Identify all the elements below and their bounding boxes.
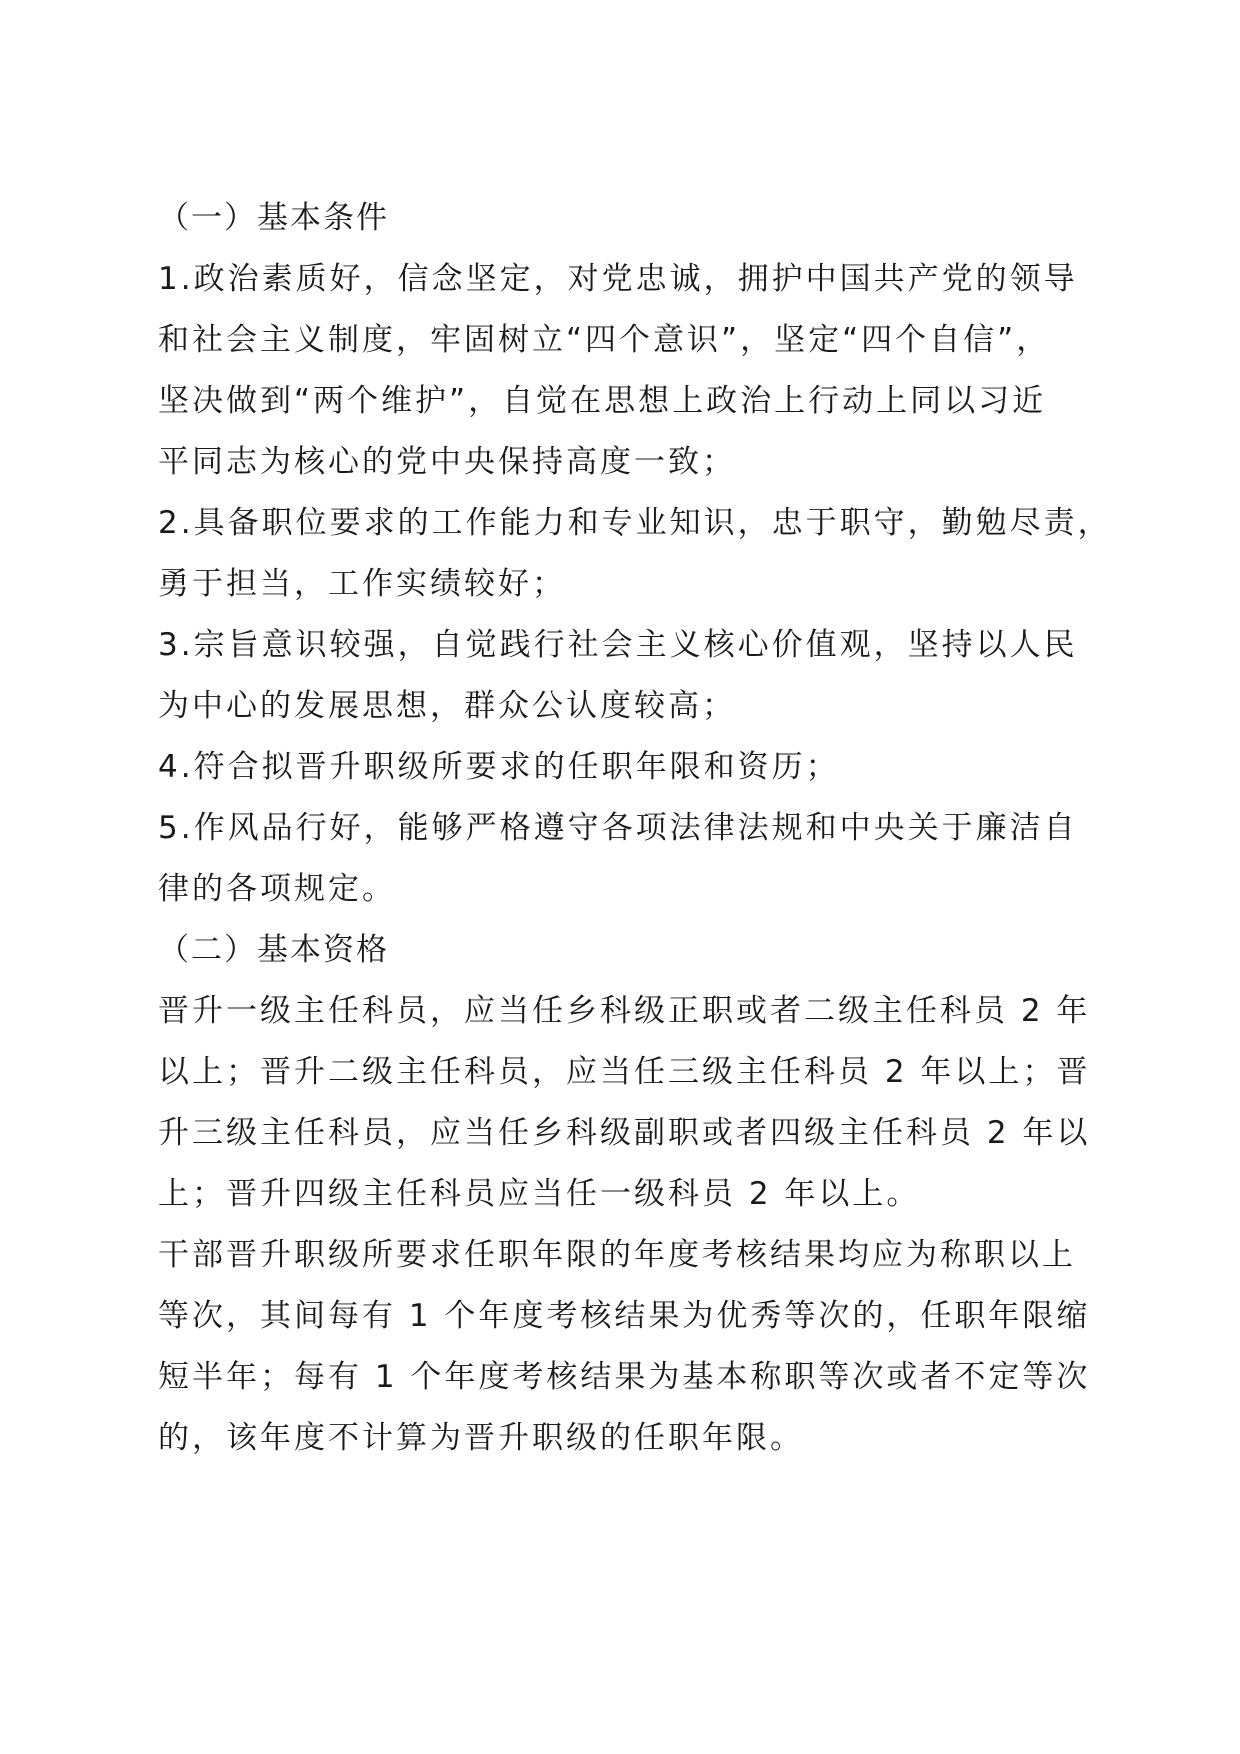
paragraph-line: 4.符合拟晋升职级所要求的任职年限和资历；: [158, 749, 840, 785]
paragraph-line: 短半年；每有 1 个年度考核结果为基本称职等次或者不定等次: [158, 1359, 1091, 1395]
paragraph-line: 1.政治素质好，信念坚定，对党忠诚，拥护中国共产党的领导: [158, 261, 1078, 297]
paragraph-line: 升三级主任科员，应当任乡科级副职或者四级主任科员 2 年以: [158, 1115, 1091, 1151]
paragraph-line: 2.具备职位要求的工作能力和专业知识，忠于职守，勤勉尽责，: [158, 505, 1112, 541]
section-heading-basic-qualifications: （二）基本资格: [158, 932, 389, 968]
document-body: [158, 188, 1112, 1469]
paragraph-line: 为中心的发展思想，群众公认度较高；: [158, 688, 736, 724]
paragraph-line: 的，该年度不计算为晋升职级的任职年限。: [158, 1420, 804, 1456]
paragraph-line: 5.作风品行好，能够严格遵守各项法律法规和中央关于廉洁自: [158, 810, 1078, 846]
paragraph-line: 勇于担当，工作实绩较好；: [158, 566, 566, 602]
paragraph-line: 平同志为核心的党中央保持高度一致；: [158, 444, 736, 480]
paragraph-line: 以上；晋升二级主任科员，应当任三级主任科员 2 年以上；晋: [158, 1054, 1091, 1090]
paragraph-line: 干部晋升职级所要求任职年限的年度考核结果均应为称职以上: [158, 1237, 1076, 1273]
paragraph-line: 坚决做到“两个维护”，自觉在思想上政治上行动上同以习近: [158, 383, 1047, 419]
paragraph-line: 律的各项规定。: [158, 871, 396, 907]
section-heading-basic-conditions: （一）基本条件: [158, 200, 389, 236]
paragraph-line: 3.宗旨意识较强，自觉践行社会主义核心价值观，坚持以人民: [158, 627, 1078, 663]
paragraph-line: 上；晋升四级主任科员应当任一级科员 2 年以上。: [158, 1176, 921, 1212]
paragraph-line: 等次，其间每有 1 个年度考核结果为优秀等次的，任职年限缩: [158, 1298, 1091, 1334]
paragraph-line: 晋升一级主任科员，应当任乡科级正职或者二级主任科员 2 年: [158, 993, 1091, 1029]
paragraph-line: 和社会主义制度，牢固树立“四个意识”，坚定“四个自信”，: [158, 322, 1051, 358]
